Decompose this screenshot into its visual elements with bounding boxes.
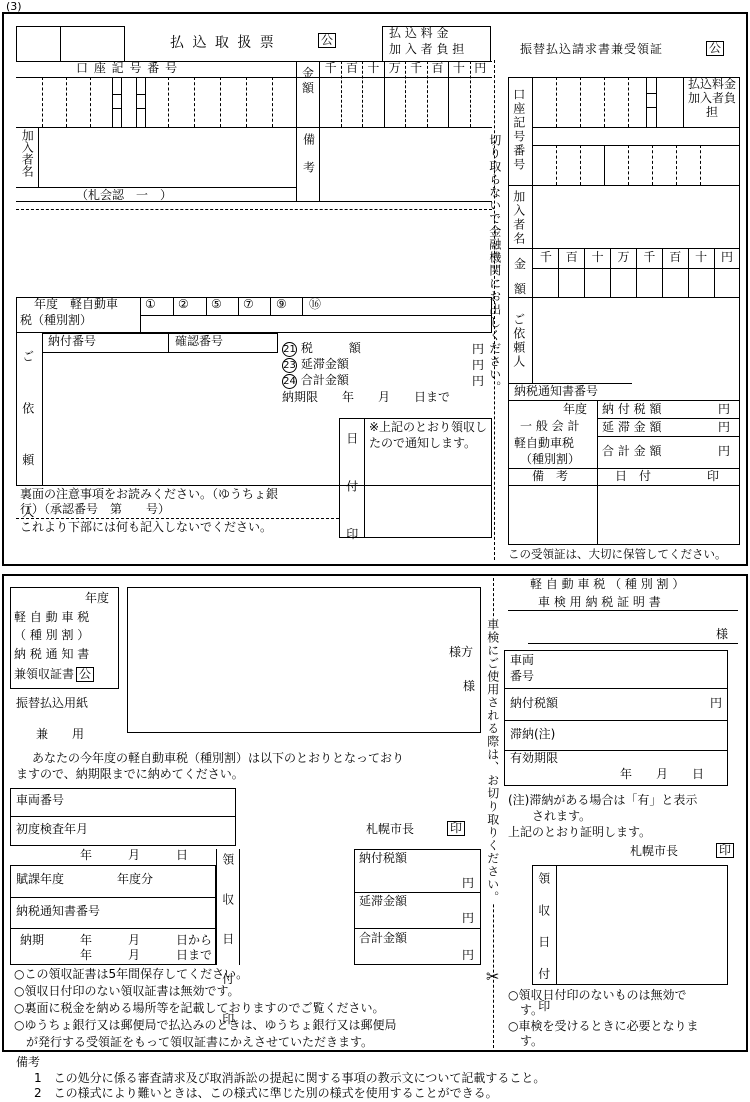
late-fee-label: 延滞金額 xyxy=(359,894,408,908)
cert-seal: 印 xyxy=(716,843,734,858)
cert-late-label: 滞納(注) xyxy=(510,727,556,741)
cert-proof: 上記のとおり証明します。 xyxy=(508,825,652,839)
no-write-note: これより下部には何も記入しないでください。 xyxy=(20,520,273,534)
furikae-label: 振替払込用紙 xyxy=(16,696,89,710)
seal-box: 公 xyxy=(318,33,336,48)
yen: 円 xyxy=(462,911,475,925)
cert-title-2: 車 検 用 納 税 証 明 書 xyxy=(538,595,661,609)
digit-label: 百 xyxy=(565,250,578,264)
cut-note-bottom: 車検にご使用される際は、お切り取りください。 xyxy=(485,618,500,904)
levy-year-label: 賦課年度 xyxy=(16,872,65,886)
pay-number-label: 納付番号 xyxy=(48,334,97,348)
yen: 円 xyxy=(472,342,485,356)
total-label: 合計金額 xyxy=(359,931,408,945)
receipt-total: 合 計 金 額 xyxy=(602,444,662,458)
account-header: 口 座 記 号 番 号 xyxy=(76,61,179,75)
notice-number-label: 納税通知書番号 xyxy=(16,904,101,918)
digit-label: 円 xyxy=(721,250,734,264)
digit-label: 万 xyxy=(388,61,401,75)
digit-label: 十 xyxy=(367,61,380,75)
cert-title-1: 軽 自 動 車 税 （ 種 別 割 ） xyxy=(530,577,685,591)
term-label: 納期 xyxy=(20,933,45,947)
digit-label: 千 xyxy=(410,61,423,75)
cert-note-1: (注)滞納がある場合は「有」と表示 xyxy=(508,793,698,807)
footer-title: 備考 xyxy=(16,1055,41,1069)
cert-note-b: す。 xyxy=(508,1003,544,1017)
code: ⑨ xyxy=(276,297,287,311)
vehicle-no-label: 車両番号 xyxy=(16,793,65,807)
digit-label: 千 xyxy=(324,61,337,75)
cert-paid-label: 納付税額 xyxy=(510,696,559,710)
receipt-notice-no: 納税通知書番号 xyxy=(514,384,599,398)
digit-label: 十 xyxy=(591,250,604,264)
cert-stamp-label: 領 収 日 付 印 xyxy=(536,872,551,1020)
code: ⑤ xyxy=(211,297,222,311)
footer-item-1: 1 この処分に係る審査請求及び取消訴訟の提起に関する事項の教示文について記載すること。 xyxy=(34,1071,546,1085)
issue-date: 年 月 日 xyxy=(80,848,189,862)
notice-title-4: 兼領収証書 公 xyxy=(14,667,94,682)
year-part-label: 年度分 xyxy=(117,872,154,886)
notice-title-1: 軽 自 動 車 税 xyxy=(14,610,90,624)
sama: 様 xyxy=(463,679,476,693)
first-inspection-label: 初度検査年月 xyxy=(16,822,89,836)
scissors-icon: ✂ xyxy=(486,967,500,986)
digit-label: 千 xyxy=(643,250,656,264)
yen: 円 xyxy=(710,696,723,710)
date-stamp-label: 日 付 印 xyxy=(344,432,359,556)
receipt-date: 日 付 xyxy=(615,469,652,483)
term-to: 年 月 日まで xyxy=(80,948,213,962)
receipt-subscriber: 加入者名 xyxy=(511,190,526,246)
mayor-label: 札幌市長 xyxy=(366,822,415,836)
cert-vehicle-2: 番号 xyxy=(510,669,535,683)
receipt-seal: 公 xyxy=(706,41,724,56)
term-from: 年 月 日から xyxy=(80,933,213,947)
yen: 円 xyxy=(718,420,731,434)
notice-text: ※上記のとおり領収したので通知します。 xyxy=(369,420,488,450)
notice-title-2: （ 種 別 割 ） xyxy=(14,628,90,642)
digit-label: 百 xyxy=(669,250,682,264)
receipt-remarks: 備 考 xyxy=(532,469,569,483)
cert-mayor: 札幌市長 xyxy=(630,844,679,858)
paid-tax-label: 納付税額 xyxy=(359,851,408,865)
requester-label: ご 依 頼 人 xyxy=(20,350,35,536)
receipt-fee: 払込料金加入者負担 xyxy=(687,77,736,119)
sama-kata: 様方 xyxy=(449,645,474,659)
intro-2: ますので、納期限までに納めてください。 xyxy=(16,767,244,781)
digit-label: 十 xyxy=(695,250,708,264)
cert-note-c: ○車検を受けるときに必要となりま xyxy=(508,1019,699,1033)
tax-year-label: 年度 軽自動車 xyxy=(34,297,119,311)
cert-note-d: す。 xyxy=(508,1034,544,1048)
yen: 円 xyxy=(462,948,475,962)
digit-label: 円 xyxy=(474,61,487,75)
code: ⑦ xyxy=(243,297,254,311)
mayor-seal: 印 xyxy=(447,821,465,836)
confirm-number-label: 確認番号 xyxy=(175,334,224,348)
back-note-1: 裏面の注意事項をお読みください。（ゆうちょ銀 xyxy=(20,487,279,501)
bank-cert: （札会認 一 ） xyxy=(76,188,173,202)
cert-valid-date: 年 月 日 xyxy=(620,767,705,781)
code: ② xyxy=(178,297,189,311)
back-note-2: 行）（承認番号 第 号） xyxy=(20,502,171,516)
receipt-stamp: 印 xyxy=(707,469,720,483)
notice-year: 年度 xyxy=(85,591,110,605)
note-1: ○この領収証書は5年間保存してください。 xyxy=(14,967,249,981)
amount-label: 金 額 xyxy=(301,66,314,95)
digit-label: 百 xyxy=(346,61,359,75)
code: ⑯ xyxy=(309,297,322,311)
code: ① xyxy=(145,297,156,311)
receipt-keep: この受領証は、大切に保管してください。 xyxy=(508,547,727,561)
yen: 円 xyxy=(472,374,485,388)
receipt-title: 振替払込請求書兼受領証 xyxy=(520,42,664,56)
intro-1: あなたの今年度の軽自動車税（種別割）は以下のとおりとなっており xyxy=(32,751,405,765)
receipt-account-label: 口座記号番号 xyxy=(511,88,526,172)
late-fee-row: 23 延滞金額 xyxy=(283,357,349,371)
address-box xyxy=(127,587,481,733)
notice-title-3: 納 税 通 知 書 xyxy=(14,647,90,661)
receipt-paid: 納 付 税 額 xyxy=(602,402,662,416)
receipt-stamp-label: 領 収 日 付 印 xyxy=(220,853,235,1037)
footer-item-2: 2 この様式により難いときは、この様式に準じた別の様式を使用することができる。 xyxy=(34,1086,498,1100)
receipt-late: 延 滞 金 額 xyxy=(602,420,662,434)
yen: 円 xyxy=(462,876,475,890)
fee-label-2: 加 入 者 負 担 xyxy=(389,42,465,56)
yen: 円 xyxy=(718,402,731,416)
cert-valid-label: 有効期限 xyxy=(510,751,559,765)
digit-label: 百 xyxy=(431,61,444,75)
cut-note: 切り取らないで金融機関にお出しください。 xyxy=(487,134,502,394)
remarks-label: 備 考 xyxy=(301,133,316,179)
receipt-amount-label: 金 額 xyxy=(513,257,526,297)
cert-stamp-box xyxy=(532,865,728,985)
cert-note-a: ○領収日付印のないものは無効で xyxy=(508,988,687,1002)
receipt-kind: （種別割） xyxy=(520,452,581,466)
yen: 円 xyxy=(472,358,485,372)
cert-sama: 様 xyxy=(716,627,729,641)
digit-label: 万 xyxy=(617,250,630,264)
total-row: 24 合計金額 xyxy=(283,373,349,387)
note-3: ○裏面に税金を納める場所等を記載しておりますのでご覧ください。 xyxy=(14,1001,385,1015)
yen: 円 xyxy=(718,444,731,458)
deadline: 納期限 年 月 日まで xyxy=(282,390,451,404)
fee-label-1: 払 込 料 金 xyxy=(389,26,449,40)
cert-note-2: されます。 xyxy=(508,809,592,823)
note-2: ○領収日付印のない領収証書は無効です。 xyxy=(14,984,240,998)
note-4: ○ゆうちょ銀行又は郵便局で払込みのときは、ゆうちょ銀行又は郵便局 xyxy=(14,1018,397,1032)
cert-vehicle-1: 車両 xyxy=(510,653,535,667)
receipt-requester: ご依頼人 xyxy=(511,313,526,369)
tax-kind-label: 税（種別割） xyxy=(20,313,93,327)
receipt-kei: 軽自動車税 xyxy=(514,436,575,450)
note-5: が発行する受領証をもって領収証書にかえさせていただきます。 xyxy=(14,1035,374,1049)
form-title: 払 込 取 扱 票 xyxy=(170,35,276,51)
tax-amount-row: 21 税 額 xyxy=(283,341,361,355)
page-label: (3) xyxy=(6,0,22,13)
subscriber-label: 加入者名 xyxy=(20,129,35,177)
digit-label: 千 xyxy=(539,250,552,264)
kenyou-label: 兼 用 xyxy=(36,727,85,741)
digit-label: 十 xyxy=(452,61,465,75)
receipt-year: 年度 xyxy=(563,402,588,416)
receipt-general: 一 般 会 計 xyxy=(520,419,580,433)
blank-code-box xyxy=(16,26,125,62)
